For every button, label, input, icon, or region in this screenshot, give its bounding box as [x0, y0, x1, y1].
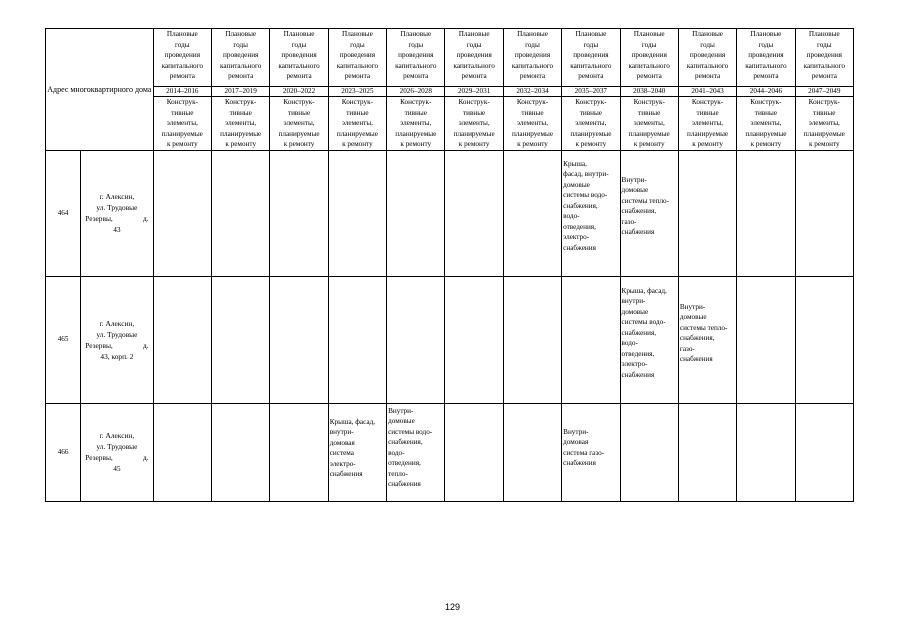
work-text: Внутри- домовая система газо- снабжения	[563, 427, 605, 467]
address-line: 45	[113, 464, 121, 473]
work-cell	[270, 150, 328, 276]
header-row-period	[46, 29, 854, 87]
row-address	[81, 150, 153, 276]
work-cell	[678, 276, 736, 403]
elements-header: Конструк- тивные элементы, планируемые к ремонту	[153, 97, 211, 151]
period-header: Плановые годы проведения капитального ремонта	[737, 29, 795, 87]
work-cell: Крыша, фасад, внутри- домовые системы водо- снабжения, водо- отведения, электро- снабжения	[562, 150, 620, 276]
work-cell	[737, 403, 795, 501]
period-header: Плановые годы проведения капитального ремонта	[562, 29, 620, 87]
period-header: Плановые годы проведения капитального ремонта	[620, 29, 678, 87]
address-line	[85, 452, 148, 463]
address-header: Адрес многоквартирного дома	[46, 29, 154, 151]
work-text: Внутри- домовые системы тепло- снабжения, газо- снабжения	[621, 175, 670, 236]
work-cell	[212, 403, 270, 501]
period-header: Плановые годы проведения капитального ремонта	[795, 29, 853, 87]
header-row-elements	[46, 97, 854, 151]
address-line: г. Алексин,	[99, 318, 135, 328]
work-cell	[153, 276, 211, 403]
period-header: Плановые годы проведения капитального ремонта	[153, 29, 211, 87]
work-cell	[270, 276, 328, 403]
capital-repair-table	[45, 28, 854, 502]
work-text: Внутри- домовые системы тепло- снабжения, газо- снабжения	[679, 302, 728, 363]
work-cell	[620, 403, 678, 501]
address-line: г. Алексин,	[99, 192, 135, 201]
page-number: 129	[444, 602, 461, 612]
elements-header: Конструк- тивные элементы, планируемые к ремонту	[445, 97, 503, 151]
elements-header: Конструк- тивные элементы, планируемые к ремонту	[387, 97, 445, 151]
period-header: Плановые годы проведения капитального ремонта	[678, 29, 736, 87]
period-header: Плановые годы проведения капитального ремонта	[212, 29, 270, 87]
row-number: 465	[46, 276, 81, 403]
year-range: 2035–2037	[562, 87, 620, 97]
elements-header: Конструк- тивные элементы, планируемые к ремонту	[678, 97, 736, 151]
period-header: Плановые годы проведения капитального ремонта	[387, 29, 445, 87]
address-line	[85, 340, 148, 351]
table-row	[46, 403, 854, 501]
work-text: Крыша, фасад, внутри- домовая система электро- снабжения	[329, 417, 376, 478]
work-cell	[445, 403, 503, 501]
table-row	[46, 276, 854, 403]
address-part: д.	[143, 214, 149, 223]
row-address	[81, 403, 153, 501]
work-cell	[387, 276, 445, 403]
address-line: 43, корп. 2	[100, 351, 134, 361]
work-cell	[795, 403, 853, 501]
address-part: Резервы,	[85, 340, 113, 350]
year-range: 2029–2031	[445, 87, 503, 97]
row-number: 464	[46, 150, 81, 276]
work-cell	[737, 150, 795, 276]
work-cell	[678, 150, 736, 276]
address-part: д.	[143, 340, 149, 350]
address-line	[85, 213, 148, 224]
work-cell	[270, 403, 328, 501]
period-header: Плановые годы проведения капитального ремонта	[503, 29, 561, 87]
work-cell	[445, 276, 503, 403]
period-header: Плановые годы проведения капитального ремонта	[445, 29, 503, 87]
work-cell	[620, 150, 678, 276]
address-line: ул. Трудовые	[96, 329, 138, 339]
work-cell	[212, 150, 270, 276]
work-cell	[445, 150, 503, 276]
address-line: ул. Трудовые	[96, 203, 138, 212]
year-range: 2023–2025	[328, 87, 386, 97]
year-range: 2020–2022	[270, 87, 328, 97]
year-range: 2041–2043	[678, 87, 736, 97]
year-range: 2014–2016	[153, 87, 211, 97]
address-line: г. Алексин,	[99, 431, 135, 440]
work-cell	[795, 150, 853, 276]
work-cell	[737, 276, 795, 403]
year-range: 2038–2040	[620, 87, 678, 97]
year-range: 2032–2034	[503, 87, 561, 97]
work-cell	[212, 276, 270, 403]
header-row-years	[46, 87, 854, 97]
elements-header: Конструк- тивные элементы, планируемые к ремонту	[270, 97, 328, 151]
work-cell	[503, 403, 561, 501]
work-cell	[387, 150, 445, 276]
address-part: Резервы,	[85, 214, 113, 223]
work-cell	[795, 276, 853, 403]
work-cell	[328, 403, 386, 501]
elements-header: Конструк- тивные элементы, планируемые к ремонту	[562, 97, 620, 151]
year-range: 2017–2019	[212, 87, 270, 97]
elements-header: Конструк- тивные элементы, планируемые к ремонту	[503, 97, 561, 151]
elements-header: Конструк- тивные элементы, планируемые к ремонту	[737, 97, 795, 151]
work-cell	[153, 150, 211, 276]
work-cell	[328, 276, 386, 403]
table-row	[46, 150, 854, 276]
work-cell	[562, 403, 620, 501]
address-line: 43	[113, 225, 121, 234]
year-range: 2047–2049	[795, 87, 853, 97]
work-cell	[678, 403, 736, 501]
period-header: Плановые годы проведения капитального ремонта	[270, 29, 328, 87]
address-line: ул. Трудовые	[96, 442, 138, 451]
period-header: Плановые годы проведения капитального ремонта	[328, 29, 386, 87]
work-cell: Крыша, фасад, внутри- домовые системы водо- снабжения, водо- отведения, электро- снабжения	[620, 276, 678, 403]
elements-header: Конструк- тивные элементы, планируемые к ремонту	[328, 97, 386, 151]
address-part: Резервы,	[85, 453, 113, 462]
work-cell	[153, 403, 211, 501]
work-cell	[503, 276, 561, 403]
year-range: 2044–2046	[737, 87, 795, 97]
work-cell	[562, 276, 620, 403]
row-address	[81, 276, 153, 403]
year-range: 2026–2028	[387, 87, 445, 97]
elements-header: Конструк- тивные элементы, планируемые к ремонту	[212, 97, 270, 151]
work-cell: Внутри- домовые системы водо- снабжения, водо- отведения, тепло- снабжения	[387, 403, 445, 501]
work-cell	[328, 150, 386, 276]
elements-header: Конструк- тивные элементы, планируемые к ремонту	[795, 97, 853, 151]
address-part: д.	[143, 453, 149, 462]
work-cell	[503, 150, 561, 276]
elements-header: Конструк- тивные элементы, планируемые к ремонту	[620, 97, 678, 151]
row-number: 466	[46, 403, 81, 501]
